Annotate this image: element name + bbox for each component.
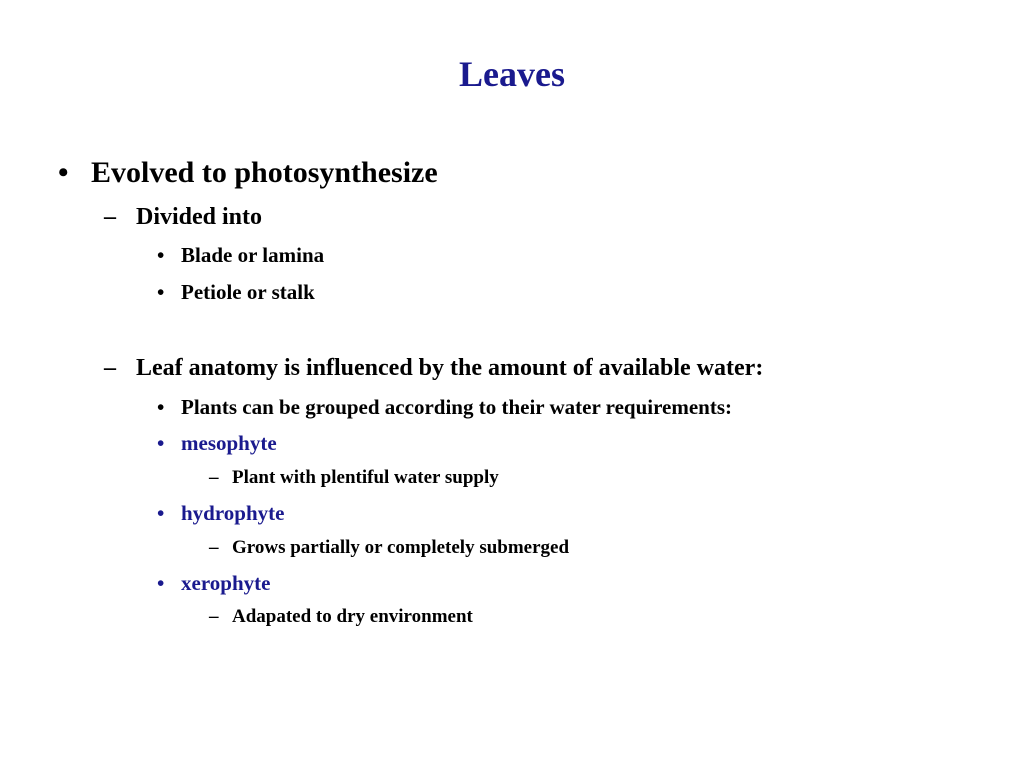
item-blade: Blade or lamina — [181, 243, 325, 267]
bullet-evolved: Evolved to photosynthesize — [91, 156, 438, 189]
bullet-marker: • — [157, 571, 165, 595]
dash-marker: – — [209, 606, 219, 627]
item-xerophyte-desc: Adapated to dry environment — [232, 606, 473, 627]
dash-marker: – — [104, 204, 116, 230]
item-mesophyte-desc: Plant with plentiful water supply — [232, 467, 499, 488]
item-petiole: Petiole or stalk — [181, 280, 315, 304]
item-grouped: Plants can be grouped according to their water requirements: — [181, 395, 733, 419]
item-mesophyte: mesophyte — [181, 431, 277, 455]
bullet-marker: • — [157, 395, 165, 419]
bullet-marker: • — [157, 501, 165, 525]
item-hydrophyte-desc: Grows partially or completely submerged — [232, 537, 570, 558]
bullet-marker: • — [157, 243, 165, 267]
bullet-marker: • — [157, 280, 165, 304]
dash-marker: – — [209, 467, 219, 488]
item-hydrophyte: hydrophyte — [181, 501, 285, 525]
item-xerophyte: xerophyte — [181, 571, 271, 595]
bullet-marker: • — [157, 431, 165, 455]
dash-marker: – — [209, 537, 219, 558]
slide-title: Leaves — [459, 54, 565, 94]
subbullet-divided: Divided into — [136, 204, 263, 230]
subbullet-anatomy: Leaf anatomy is influenced by the amount of available water: — [136, 355, 764, 381]
bullet-marker: • — [58, 156, 69, 189]
dash-marker: – — [104, 355, 116, 381]
